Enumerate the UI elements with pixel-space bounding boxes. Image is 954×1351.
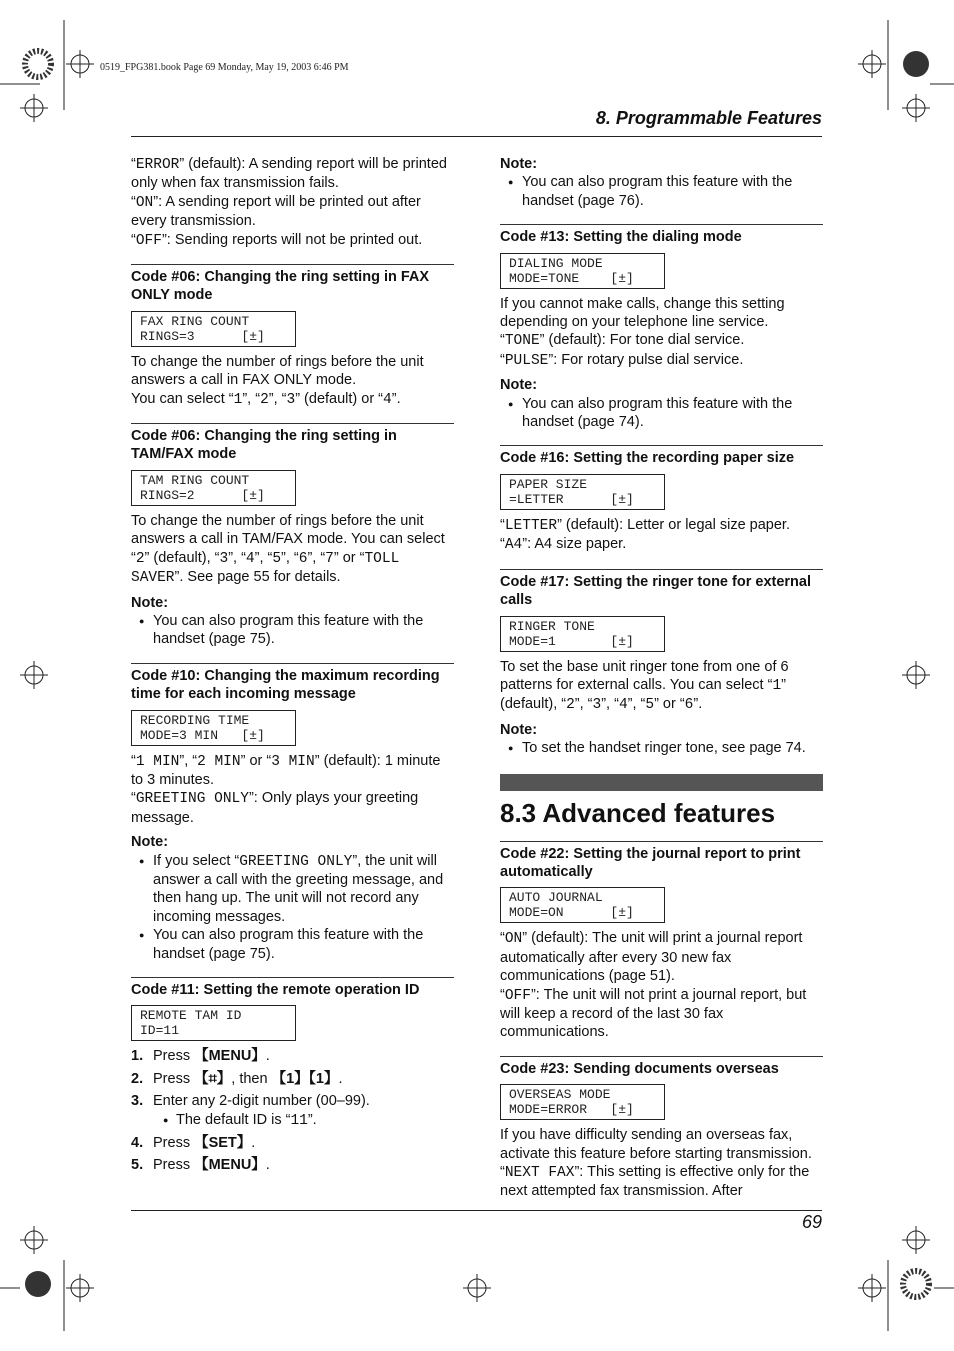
- code11-title: Code #11: Setting the remote operation ID: [131, 977, 454, 999]
- code10-title: Code #10: Changing the maximum recording time for each incoming message: [131, 663, 454, 704]
- section-bar: [500, 774, 823, 791]
- intro-on: “ON”: A sending report will be printed out after every transmission.: [131, 193, 421, 230]
- code10-greeting: “GREETING ONLY”: Only plays your greeting message.: [131, 790, 419, 826]
- step-3: 3. Enter any 2-digit number (00–99).: [131, 1093, 370, 1110]
- code06b-note-label: Note:: [131, 594, 169, 611]
- header-title: 8. Programmable Features: [595, 108, 822, 128]
- step-1: 1. Press 【MENU】.: [131, 1048, 270, 1065]
- code13-body: If you cannot make calls, change this setting depending on your telephone line service.: [500, 295, 785, 331]
- intro-off: “OFF”: Sending reports will not be printed out.: [131, 231, 423, 249]
- intro-error: “ERROR” (default): A sending report will be printed only when fax transmission fails.: [131, 156, 447, 192]
- code13-note: ● You can also program this feature with the handset (page 74).: [500, 395, 823, 432]
- code22-title: Code #22: Setting the journal report to print automatically: [500, 841, 823, 882]
- code17-note-label: Note:: [500, 721, 538, 738]
- code16-a4: “A4”: A4 size paper.: [500, 536, 627, 554]
- code10-lcd: RECORDING TIME MODE=3 MIN [±]: [131, 710, 296, 746]
- code23-lcd: OVERSEAS MODE MODE=ERROR [±]: [500, 1084, 665, 1120]
- code17-note: ● To set the handset ringer tone, see page 74.: [500, 739, 823, 757]
- code22-lcd: AUTO JOURNAL MODE=ON [±]: [500, 887, 665, 923]
- step-2: 2. Press 【⌗】, then 【1】【1】.: [131, 1070, 343, 1087]
- header-rule: [131, 136, 822, 137]
- code17-title: Code #17: Setting the ringer tone for external calls: [500, 569, 823, 610]
- code16-letter: “LETTER” (default): Letter or legal size paper.: [500, 516, 790, 534]
- code13-title: Code #13: Setting the dialing mode: [500, 224, 823, 246]
- code22-on: “ON” (default): The unit will print a journal report automatically after every 30 new fax communications (page 51).: [500, 930, 803, 985]
- code22-off: “OFF”: The unit will not print a journal report, but will keep a record of the last 30 fax communications.: [500, 986, 807, 1041]
- code13-note-label: Note:: [500, 377, 538, 394]
- right-column: [500, 155, 823, 1201]
- code06a-title: Code #06: Changing the ring setting in FAX ONLY mode: [131, 264, 454, 305]
- footer-rule: [131, 1210, 822, 1211]
- code11-lcd: REMOTE TAM ID ID=11: [131, 1005, 296, 1041]
- page-number: 69: [801, 1212, 822, 1232]
- file-info: 0519_FPG381.book Page 69 Monday, May 19, 2003 6:46 PM: [100, 62, 349, 73]
- code06a-select: You can select “1”, “2”, “3” (default) or “4”.: [131, 390, 401, 408]
- code13-pulse: “PULSE”: For rotary pulse dial service.: [500, 351, 744, 369]
- code16-title: Code #16: Setting the recording paper size: [500, 445, 823, 467]
- step-5: 5. Press 【MENU】.: [131, 1157, 270, 1174]
- section-title: 8.3 Advanced features: [500, 797, 776, 828]
- left-column: [131, 155, 454, 1175]
- code10-options: “1 MIN”, “2 MIN” or “3 MIN” (default): 1 minute to 3 minutes.: [131, 752, 441, 788]
- code06a-lcd: FAX RING COUNT RINGS=3 [±]: [131, 311, 296, 347]
- code06a-body: To change the number of rings before the unit answers a call in FAX ONLY mode.: [131, 353, 424, 389]
- code13-lcd: DIALING MODE MODE=TONE [±]: [500, 253, 665, 289]
- code23-title: Code #23: Sending documents overseas: [500, 1056, 823, 1078]
- code06b-body: To change the number of rings before the unit answers a call in TAM/FAX mode. You can select “2” (default), “3”, “4”, “5”, “6”, “7” or “TOLL SAVER”. See page 55 for details.: [131, 512, 445, 587]
- step-4: 4. Press 【SET】.: [131, 1135, 256, 1152]
- code17-lcd: RINGER TONE MODE=1 [±]: [500, 616, 665, 652]
- code13-tone: “TONE” (default): For tone dial service.: [500, 332, 745, 350]
- code23-body: If you have difficulty sending an overseas fax, activate this feature before starting transmission.: [500, 1127, 812, 1162]
- code10-note-label: Note:: [131, 834, 169, 851]
- code06b-note: ● You can also program this feature with the handset (page 75).: [131, 612, 454, 649]
- code06b-lcd: TAM RING COUNT RINGS=2 [±]: [131, 470, 296, 506]
- code10-note-2: ● You can also program this feature with the handset (page 75).: [131, 926, 454, 963]
- top-note: ● You can also program this feature with the handset (page 76).: [500, 173, 823, 210]
- code16-lcd: PAPER SIZE =LETTER [±]: [500, 474, 665, 510]
- step-3-sub: ● The default ID is “11”.: [131, 1111, 454, 1130]
- code23-next: “NEXT FAX”: This setting is effective only for the next attempted fax transmission. After: [500, 1164, 810, 1200]
- code10-note-1: ● If you select “GREETING ONLY”, the unit will answer a call with the greeting message, and then hang up. The unit will not record any incoming messages.: [131, 852, 454, 927]
- code17-body: To set the base unit ringer tone from one of 6 patterns for external calls. You can select “1” (default), “2”, “3”, “4”, “5” or “6”.: [500, 658, 789, 714]
- top-note-label: Note:: [500, 156, 538, 172]
- code06b-title: Code #06: Changing the ring setting in TAM/FAX mode: [131, 423, 454, 464]
